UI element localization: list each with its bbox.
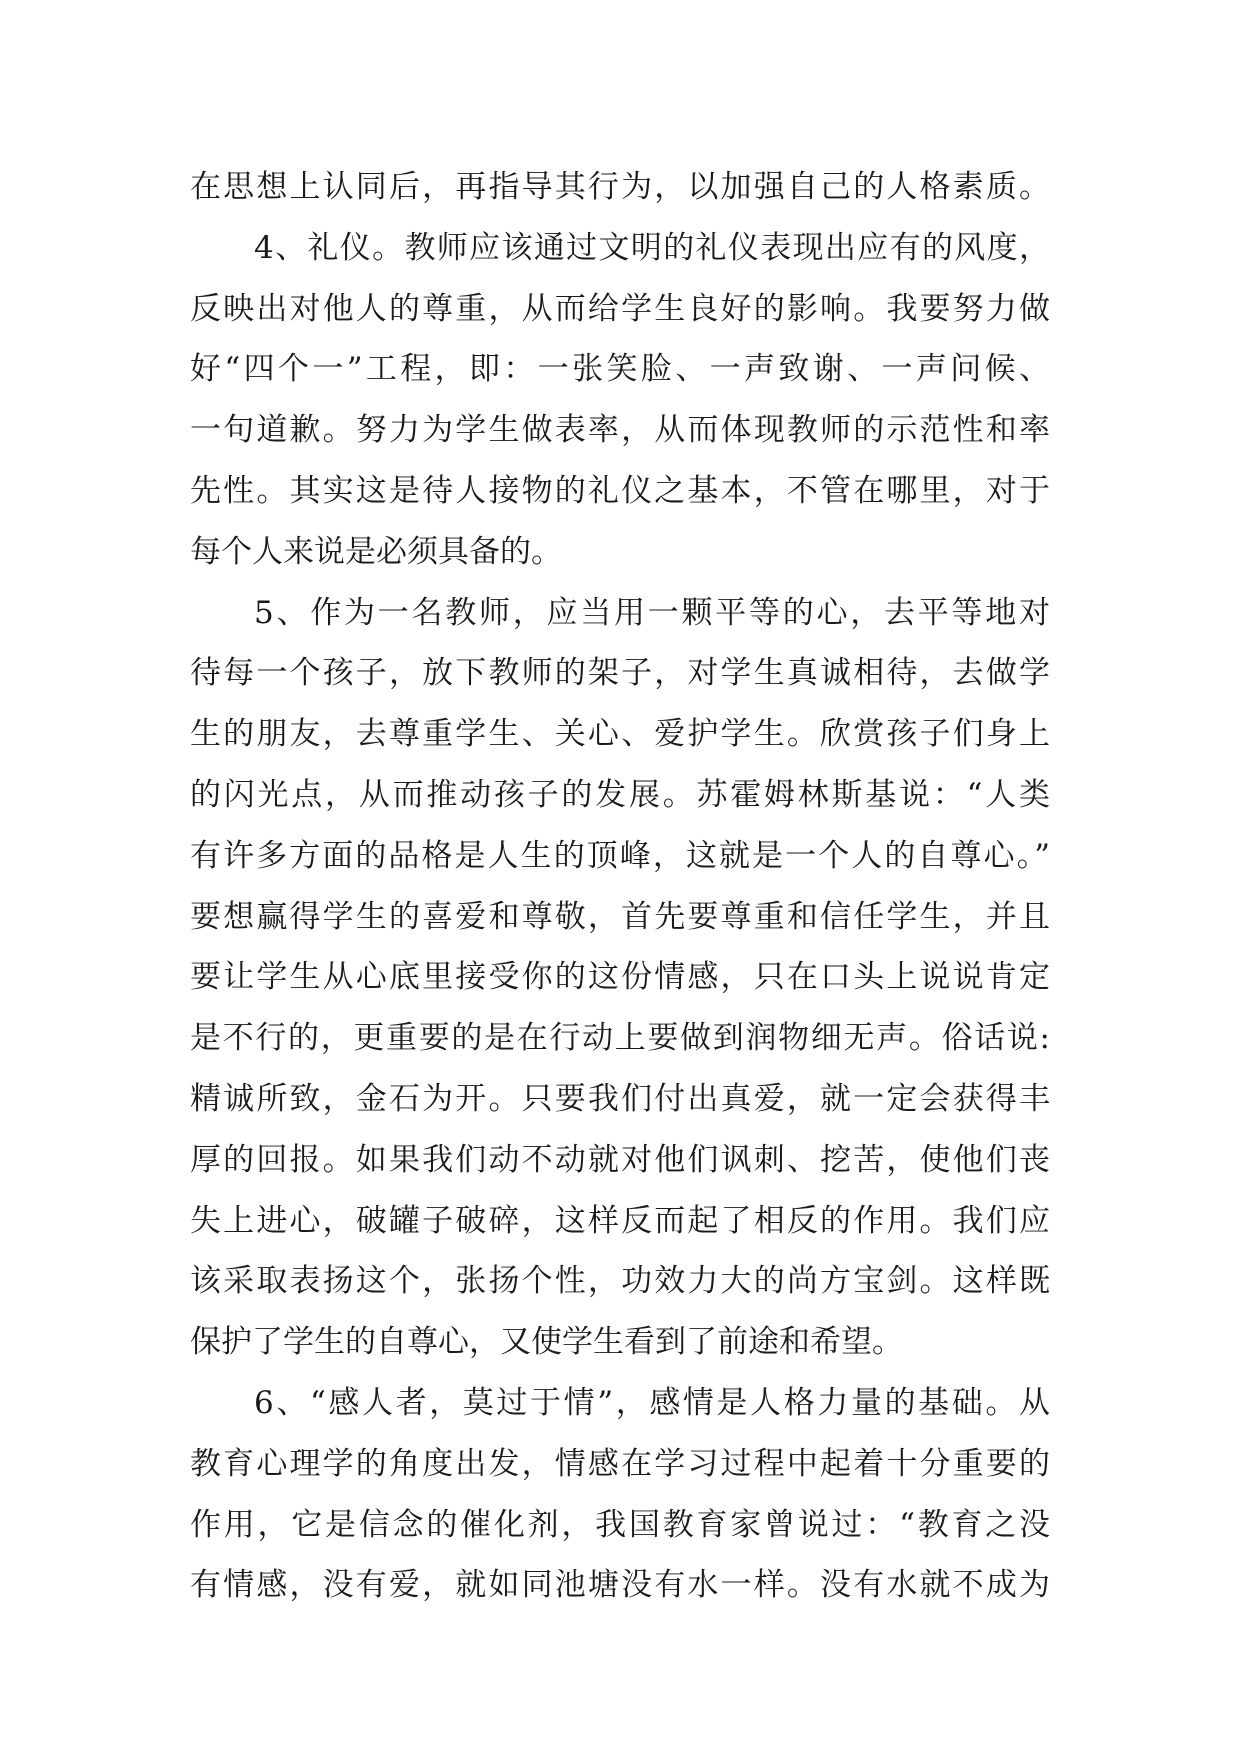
text-line: 要让学生从心底里接受你的这份情感，只在口头上说说肯定 — [190, 959, 1050, 996]
text-line: 失上进心，破罐子破碎，这样反而起了相反的作用。我们应 — [190, 1202, 1050, 1239]
text-line: 每个人来说是必须具备的。 — [190, 533, 562, 570]
text-line: 精诚所致，金石为开。只要我们付出真爱，就一定会获得丰 — [190, 1080, 1050, 1117]
text-line: 是不行的，更重要的是在行动上要做到润物细无声。俗话说: — [190, 1020, 1050, 1057]
body-text — [190, 157, 1050, 1616]
text-line: 有许多方面的品格是人生的顶峰，这就是一个人的自尊心。” — [190, 837, 1050, 874]
text-line: 反映出对他人的尊重，从而给学生良好的影响。我要努力做 — [190, 290, 1050, 327]
text-line: 待每一个孩子，放下教师的架子，对学生真诚相待，去做学 — [190, 655, 1050, 692]
text-line: 保护了学生的自尊心，又使学生看到了前途和希望。 — [190, 1324, 903, 1361]
paragraph-6-start: 6、“感人者，莫过于情”，感情是人格力量的基础。从 — [254, 1384, 1050, 1421]
paragraph-4-start: 4、礼仪。教师应该通过文明的礼仪表现出应有的风度， — [254, 229, 1050, 266]
text-line: 好“四个一”工程，即：一张笑脸、一声致谢、一声问候、 — [190, 351, 1050, 388]
text-line: 有情感，没有爱，就如同池塘没有水一样。没有水就不成为 — [190, 1567, 1050, 1604]
text-line: 要想赢得学生的喜爱和尊敬，首先要尊重和信任学生，并且 — [190, 898, 1050, 935]
text-line: 生的朋友，去尊重学生、关心、爱护学生。欣赏孩子们身上 — [190, 716, 1050, 753]
text-line: 在思想上认同后，再指导其行为，以加强自己的人格素质。 — [190, 169, 1050, 205]
text-line: 先性。其实这是待人接物的礼仪之基本，不管在哪里，对于 — [190, 472, 1050, 509]
text-line: 教育心理学的角度出发，情感在学习过程中起着十分重要的 — [190, 1445, 1050, 1482]
text-line: 厚的回报。如果我们动不动就对他们讽刺、挖苦，使他们丧 — [190, 1141, 1050, 1178]
text-line: 作用，它是信念的催化剂，我国教育家曾说过：“教育之没 — [190, 1506, 1050, 1543]
text-line: 一句道歉。努力为学生做表率，从而体现教师的示范性和率 — [190, 412, 1050, 449]
text-line: 的闪光点，从而推动孩子的发展。苏霍姆林斯基说：“人类 — [190, 776, 1050, 813]
text-line: 该采取表扬这个，张扬个性，功效力大的尚方宝剑。这样既 — [190, 1263, 1050, 1300]
paragraph-5-start: 5、作为一名教师，应当用一颗平等的心，去平等地对 — [254, 594, 1050, 631]
